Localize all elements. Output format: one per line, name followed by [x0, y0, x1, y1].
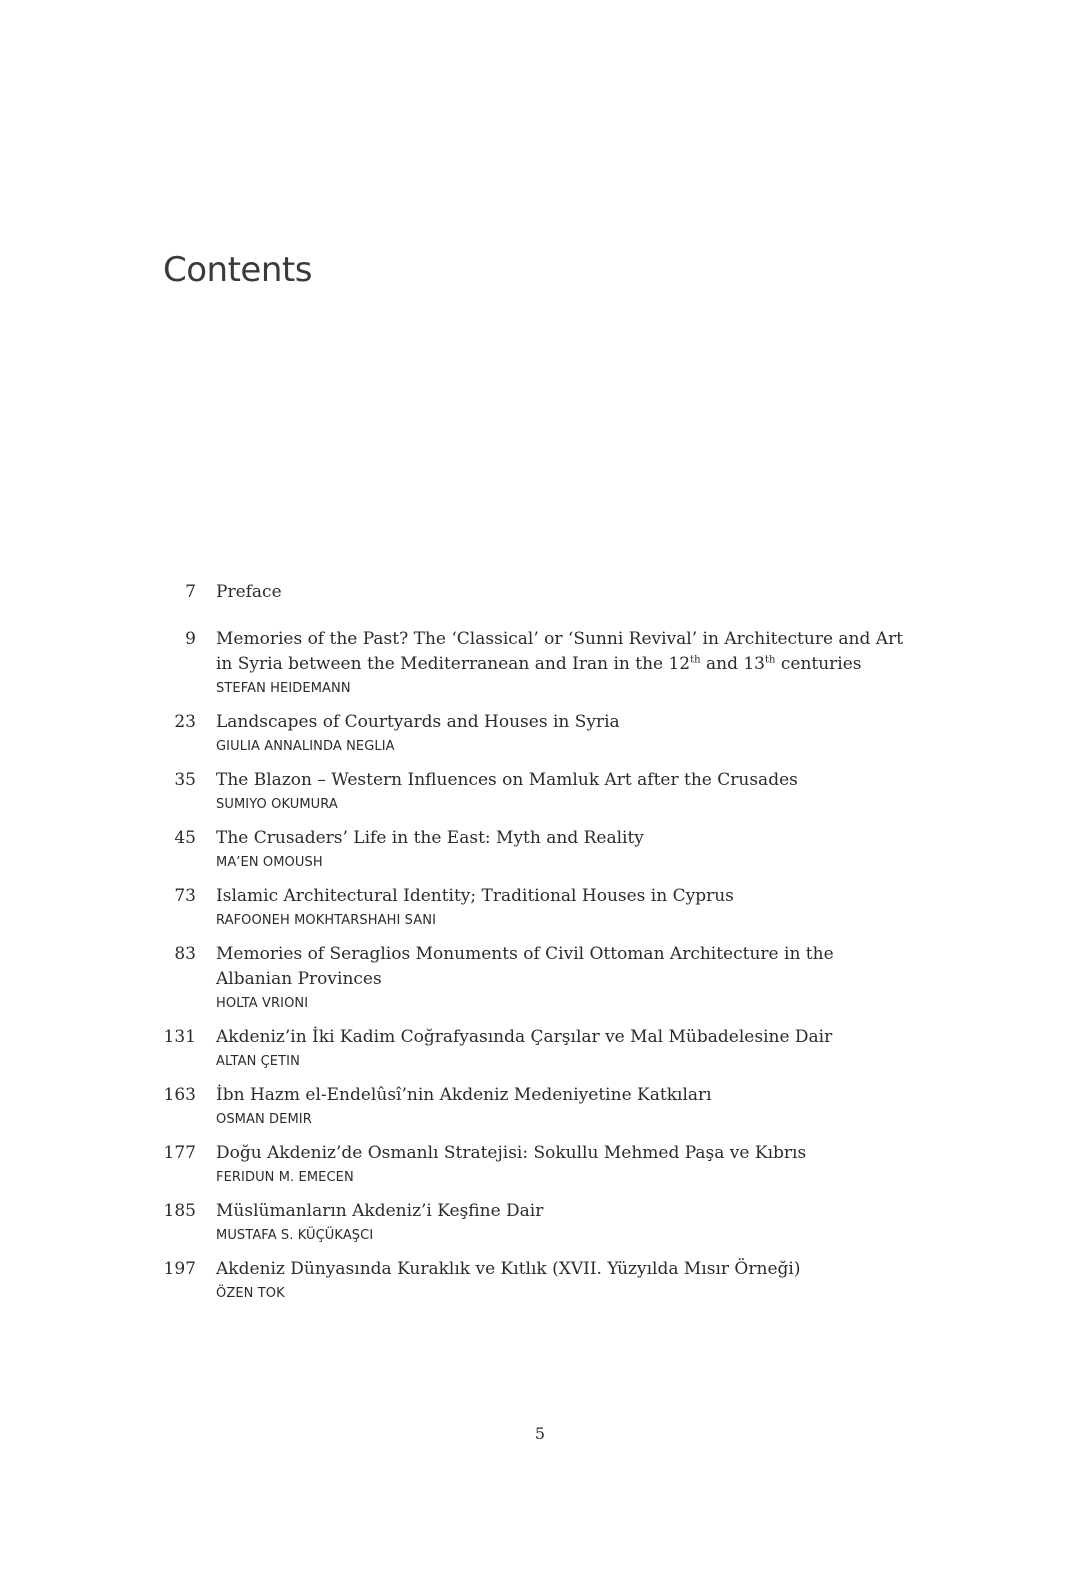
toc-page-number: 163 [163, 1085, 196, 1105]
toc-entry-body [216, 768, 910, 813]
toc-page-number: 7 [185, 582, 196, 602]
page-title: Contents [163, 250, 312, 290]
toc-entry-title: Akdeniz Dünyasında Kuraklık ve Kıtlık (XVII. Yüzyılda Mısır Örneği) [216, 1259, 801, 1279]
toc-entry-author: ÖZEN TOK [216, 1286, 285, 1301]
toc-entry-body [216, 884, 910, 929]
toc-entry-body [216, 1257, 910, 1302]
toc-page-number: 197 [163, 1259, 196, 1279]
toc-page-number: 9 [185, 629, 196, 649]
toc-entry-author: STEFAN HEIDEMANN [216, 681, 351, 696]
toc-entry [150, 942, 910, 1012]
toc-entry-title: Preface [216, 582, 282, 602]
toc-entry-title: The Crusaders’ Life in the East: Myth and Reality [216, 828, 644, 848]
toc-entry-author: ALTAN ÇETIN [216, 1054, 300, 1069]
toc-entry-author: OSMAN DEMIR [216, 1112, 312, 1127]
toc-entry-author: HOLTA VRIONI [216, 996, 309, 1011]
toc-entry-title: The Blazon – Western Influences on Mamluk Art after the Crusades [216, 770, 798, 790]
toc-entry [150, 710, 910, 755]
toc-entry-title: Doğu Akdeniz’de Osmanlı Stratejisi: Sokullu Mehmed Paşa ve Kıbrıs [216, 1143, 807, 1163]
toc-entry-title: Memories of Seraglios Monuments of Civil Ottoman Architecture in the Albanian Provinces [216, 944, 834, 989]
toc-entry-body [216, 710, 910, 755]
toc-entry-body [216, 1083, 910, 1128]
toc-entry [150, 884, 910, 929]
toc-entry [150, 1199, 910, 1244]
toc-entry-body [216, 942, 910, 1012]
toc-title-text: centuries [775, 654, 862, 674]
toc-entry-title: Landscapes of Courtyards and Houses in Syria [216, 712, 620, 732]
toc-entry-author: MA’EN OMOUSH [216, 855, 323, 870]
toc-entry [150, 1141, 910, 1186]
toc-title-superscript: th [690, 654, 701, 666]
toc-entry-body [216, 1025, 910, 1070]
toc-entry-author: RAFOONEH MOKHTARSHAHI SANI [216, 913, 437, 928]
toc-entry-body [216, 580, 910, 605]
page-number: 5 [534, 1424, 546, 1443]
toc-entry [150, 768, 910, 813]
toc-entry-body [216, 1199, 910, 1244]
toc-entry-body [216, 627, 910, 697]
toc-page-number: 45 [174, 828, 196, 848]
toc-entry-author: FERIDUN M. EMECEN [216, 1170, 354, 1185]
toc-entry-body [216, 826, 910, 871]
toc-entry [150, 1025, 910, 1070]
toc-page-number: 131 [163, 1027, 196, 1047]
toc-entry-body [216, 1141, 910, 1186]
toc-page-number: 73 [174, 886, 196, 906]
toc-page-number: 83 [174, 944, 196, 964]
toc-title-superscript: th [765, 654, 776, 666]
toc-page-number: 177 [163, 1143, 196, 1163]
toc-entry-title: İbn Hazm el-Endelûsî’nin Akdeniz Medeniyetine Katkıları [216, 1085, 712, 1105]
toc-entry [150, 1083, 910, 1128]
toc-entry-title [216, 627, 910, 677]
toc-page-number: 35 [174, 770, 196, 790]
toc-title-text: and 13 [700, 654, 765, 674]
toc-entry [150, 1257, 910, 1302]
toc-page-number: 185 [163, 1201, 196, 1221]
toc-entry [150, 627, 910, 697]
toc-entry-title: Müslümanların Akdeniz’i Keşfine Dair [216, 1201, 544, 1221]
table-of-contents [150, 580, 910, 1302]
toc-entry-author: MUSTAFA S. KÜÇÜKAŞCI [216, 1228, 374, 1243]
toc-entry-title: Islamic Architectural Identity; Traditional Houses in Cyprus [216, 886, 734, 906]
toc-entry-author: GIULIA ANNALINDA NEGLIA [216, 739, 395, 754]
toc-page-number: 23 [174, 712, 196, 732]
toc-title-text: Memories of the Past? The ‘Classical’ or ‘Sunni Revival’ in Architecture and Art in Syria between the Mediterranean and Iran in the 12 [216, 629, 904, 674]
toc-entry-author: SUMIYO OKUMURA [216, 797, 338, 812]
toc-entry-title: Akdeniz’in İki Kadim Coğrafyasında Çarşılar ve Mal Mübadelesine Dair [216, 1027, 833, 1047]
toc-entry [150, 580, 910, 605]
toc-entry [150, 826, 910, 871]
